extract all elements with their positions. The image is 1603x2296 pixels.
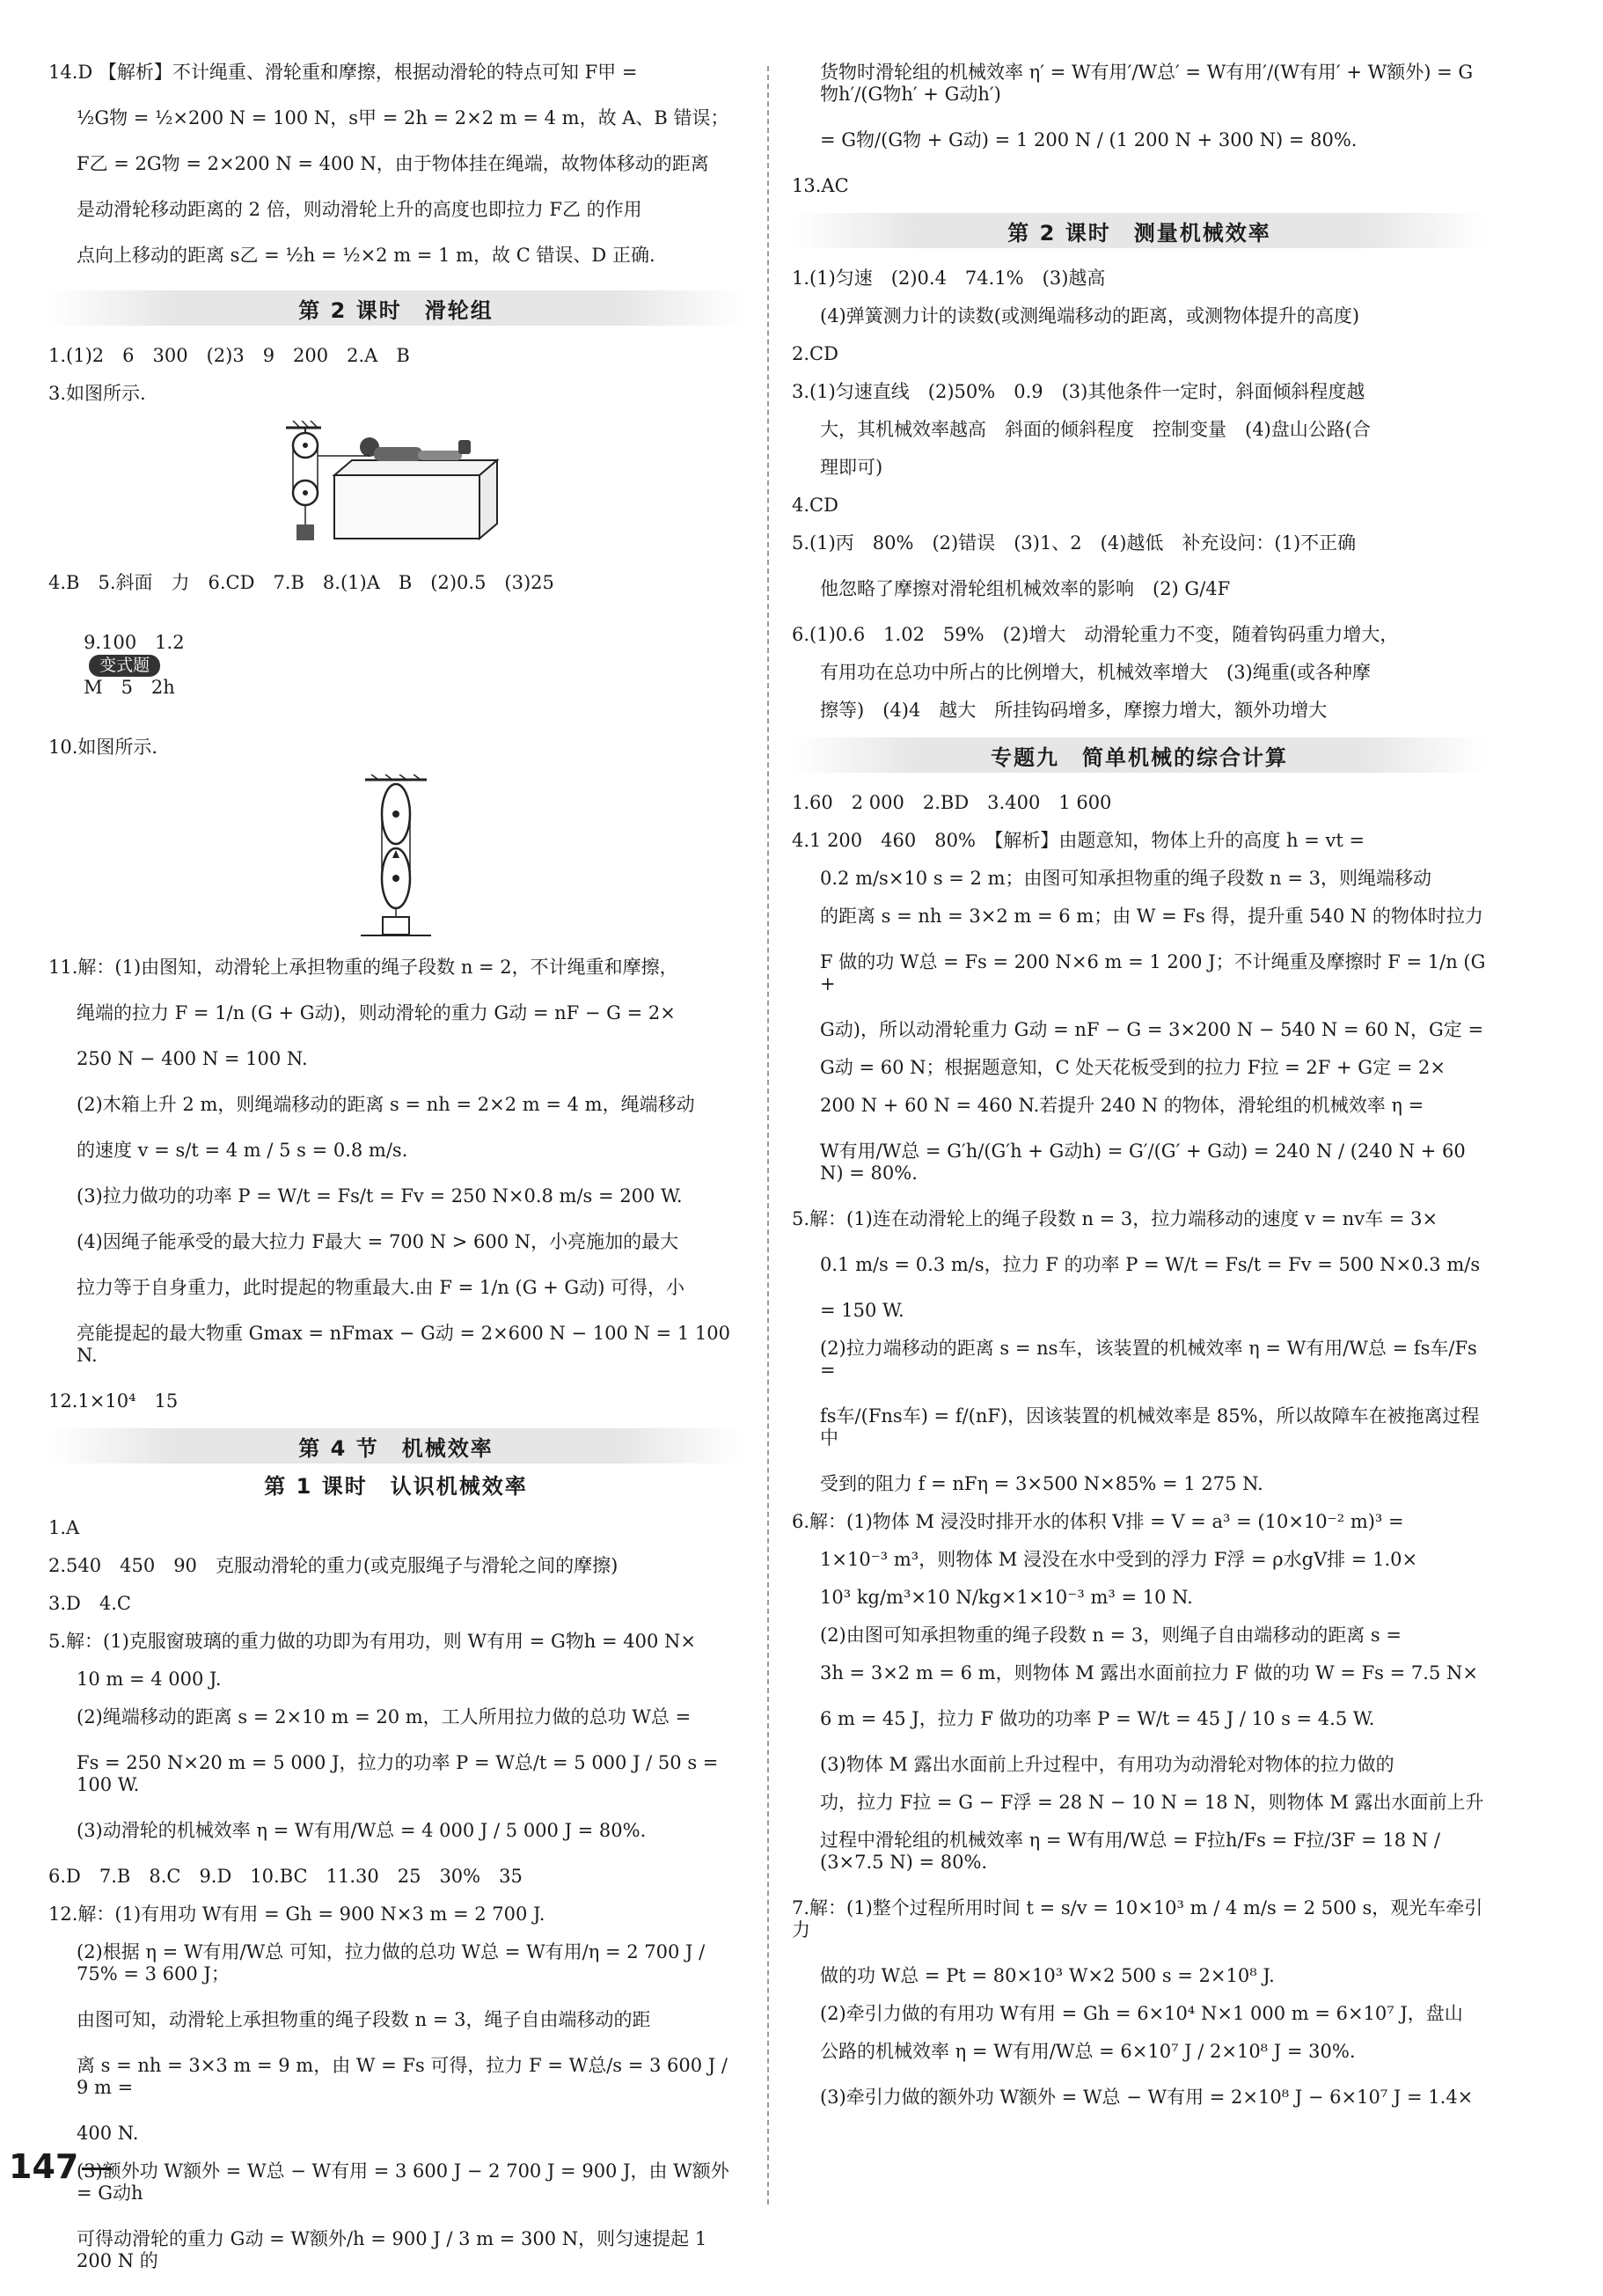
answer-u7-line-1: 7.解：(1)整个过程所用时间 t = s/v = 10×10³ m / 4 m/s = 2 500 s，观光车牵引力 — [792, 1897, 1483, 1940]
answer-r1: 1.A — [48, 1517, 80, 1538]
answer-r5-line-2: 10 m = 4 000 J. — [77, 1669, 222, 1690]
answer-u4-line-1: 4.1 200 460 80% 【解析】由题意知，物体上升的高度 h = vt = — [792, 830, 1365, 851]
answer-11-line-7: (4)因绳子能承受的最大拉力 F最大 = 700 N > 600 N，小亮施加的最大 — [77, 1231, 679, 1252]
answer-10: 10.如图所示. — [48, 737, 158, 758]
answer-r5-line-5: (3)动滑轮的机械效率 η = W有用/W总 = 4 000 J / 5 000 J = 80%. — [77, 1820, 647, 1841]
section-heading-pulley-block: 第 2 课时 滑轮组 — [48, 290, 743, 326]
answer-r12-line-5: 400 N. — [77, 2123, 139, 2144]
answer-s5-line-1: 5.(1)丙 80% (2)错误 (3)1、2 (4)越低 补充设问：(1)不正确 — [792, 532, 1357, 554]
pulley-figure-vertical — [48, 774, 743, 937]
answer-u4-line-3: 的距离 s = nh = 3×2 m = 6 m；由 W = Fs 得，提升重 540 N 的物体时拉力 — [820, 906, 1483, 927]
answer-u4-line-4: F 做的功 W总 = Fs = 200 N×6 m = 1 200 J；不计绳重及摩擦时 F = 1/n (G + — [820, 951, 1492, 994]
answer-11-line-9: 亮能提起的最大物重 Gmax = nFmax − G动 = 2×600 N − 100 N = 1 100 N. — [77, 1323, 736, 1366]
answer-s4: 4.CD — [792, 495, 838, 516]
answer-9 — [48, 610, 743, 721]
answer-r12-line-2: (2)根据 η = W有用/W总 可知，拉力做的总功 W总 = W有用/η = 2 700 J / 75% = 3 600 J； — [77, 1941, 711, 1984]
answer-u6-line-3: 10³ kg/m³×10 N/kg×1×10⁻³ m³ = 10 N. — [820, 1587, 1193, 1608]
pulley-diagram-1 — [286, 421, 506, 553]
answer-r5-line-1: 5.解：(1)克服窗玻璃的重力做的功即为有用功，则 W有用 = G物h = 400 N× — [48, 1631, 696, 1652]
answer-u1-3: 1.60 2 000 2.BD 3.400 1 600 — [792, 792, 1112, 813]
answer-r12-line-1: 12.解：(1)有用功 W有用 = Gh = 900 N×3 m = 2 700 J. — [48, 1904, 545, 1925]
answer-r12-line-4: 离 s = nh = 3×3 m = 9 m，由 W = Fs 可得，拉力 F = W总/s = 3 600 J / 9 m = — [77, 2055, 734, 2098]
answer-s6-line-3: 擦等) (4)4 越大 所挂钩码增多，摩擦力增大，额外功增大 — [820, 700, 1328, 721]
answer-u7-line-2: 做的功 W总 = Pt = 80×10³ W×2 500 s = 2×10⁸ J. — [820, 1965, 1275, 1986]
answer-9-variant-values: M 5 2h — [84, 677, 175, 698]
answer-12-cont-line-1: 货物时滑轮组的机械效率 η′ = W有用′/W总′ = W有用′/(W有用′ + W额外) = G物h′/(G物h′ + G动h′) — [820, 62, 1474, 105]
answer-u6-line-6: 6 m = 45 J，拉力 F 做功的功率 P = W/t = 45 J / 10 s = 4.5 W. — [820, 1708, 1375, 1729]
answer-u6-line-9: 过程中滑轮组的机械效率 η = W有用/W总 = F拉h/Fs = F拉/3F = 18 N / (3×7.5 N) = 80%. — [820, 1830, 1446, 1873]
answer-s5-line-2: 他忽略了摩擦对滑轮组机械效率的影响 (2) G/4F — [820, 578, 1231, 599]
answer-14-line-2: ½G物 = ½×200 N = 100 N，s甲 = 2h = 2×2 m = 4 m，故 A、B 错误； — [77, 107, 729, 128]
answer-r5-line-4: Fs = 250 N×20 m = 5 000 J，拉力的功率 P = W总/t = 5 000 J / 50 s = 100 W. — [77, 1752, 725, 1795]
answer-u4-line-2: 0.2 m/s×10 s = 2 m；由图可知承担物重的绳子段数 n = 3，则绳端移动 — [820, 868, 1432, 889]
answer-u4-line-8: W有用/W总 = G′h/(G′h + G动h) = G′/(G′ + G动) = 240 N / (240 N + 60 N) = 80%. — [820, 1141, 1472, 1184]
answer-u6-line-1: 6.解：(1)物体 M 浸没时排开水的体积 V排 = V = a³ = (10×10⁻² m)³ = — [792, 1511, 1404, 1532]
answer-11-line-5: 的速度 v = s/t = 4 m / 5 s = 0.8 m/s. — [77, 1140, 408, 1161]
section-heading-efficiency: 第 4 节 机械效率 — [48, 1428, 743, 1463]
answer-s6-line-2: 有用功在总功中所占的比例增大，机械效率增大 (3)绳重(或各种摩 — [820, 662, 1371, 683]
answer-u6-line-5: 3h = 3×2 m = 6 m，则物体 M 露出水面前拉力 F 做的功 W = Fs = 7.5 N× — [820, 1662, 1478, 1683]
answer-9-values: 9.100 1.2 — [84, 632, 185, 653]
answer-11-line-8: 拉力等于自身重力，此时提起的物重最大.由 F = 1/n (G + G动) 可得，小 — [77, 1277, 685, 1298]
answer-12: 12.1×10⁴ 15 — [48, 1390, 179, 1412]
answer-s1-line-1: 1.(1)匀速 (2)0.4 74.1% (3)越高 — [792, 268, 1106, 289]
answer-14-line-1: 14.D 【解析】不计绳重、滑轮重和摩擦，根据动滑轮的特点可知 F甲 = — [48, 62, 638, 83]
answer-u7-line-3: (2)牵引力做的有用功 W有用 = Gh = 6×10⁴ N×1 000 m = 6×10⁷ J，盘山 — [820, 2003, 1463, 2024]
answer-r6-11: 6.D 7.B 8.C 9.D 10.BC 11.30 25 30% 35 — [48, 1866, 523, 1887]
answer-1-2: 1.(1)2 6 300 (2)3 9 200 2.A B — [48, 345, 410, 366]
answer-s1-line-2: (4)弹簧测力计的读数(或测绳端移动的距离，或测物体提升的高度) — [820, 305, 1360, 326]
answer-14-line-4: 是动滑轮移动距离的 2 倍，则动滑轮上升的高度也即拉力 F乙 的作用 — [77, 199, 642, 220]
answer-s3-line-2: 大，其机械效率越高 斜面的倾斜程度 控制变量 (4)盘山公路(合 — [820, 419, 1371, 440]
answer-s3-line-1: 3.(1)匀速直线 (2)50% 0.9 (3)其他条件一定时，斜面倾斜程度越 — [792, 381, 1365, 402]
variant-question-badge: 变式题 — [89, 655, 160, 677]
answer-u5-line-2: 0.1 m/s = 0.3 m/s，拉力 F 的功率 P = W/t = Fs/t = Fv = 500 N×0.3 m/s — [820, 1254, 1481, 1275]
answer-u5-line-1: 5.解：(1)连在动滑轮上的绳子段数 n = 3，拉力端移动的速度 v = nv车 = 3× — [792, 1208, 1438, 1229]
answer-s3-line-3: 理即可) — [820, 457, 883, 478]
answer-12-cont-line-2: = G物/(G物 + G动) = 1 200 N / (1 200 N + 300 N) = 80%. — [820, 129, 1358, 150]
column-divider — [767, 66, 769, 2204]
answer-11-line-4: (2)木箱上升 2 m，则绳端移动的距离 s = nh = 2×2 m = 4 m，绳端移动 — [77, 1094, 695, 1115]
answer-14-line-5: 点向上移动的距离 s乙 = ½h = ½×2 m = 1 m，故 C 错误、D 正确. — [77, 245, 655, 266]
answer-u7-line-4: 公路的机械效率 η = W有用/W总 = 6×10⁷ J / 2×10⁸ J = 30%. — [820, 2041, 1356, 2062]
answer-r3-4: 3.D 4.C — [48, 1593, 131, 1614]
answer-u5-line-3: = 150 W. — [820, 1300, 904, 1321]
answer-u5-line-5: fs车/(Fns车) = f/(nF)，因该装置的机械效率是 85%，所以故障车在被拖离过程中 — [820, 1405, 1480, 1449]
answer-u6-line-7: (3)物体 M 露出水面前上升过程中，有用功为动滑轮对物体的拉力做的 — [820, 1754, 1394, 1775]
answer-u4-line-6: G动 = 60 N；根据题意知，C 处天花板受到的拉力 F拉 = 2F + G定 = 2× — [820, 1057, 1446, 1078]
answer-u5-line-6: 受到的阻力 f = nFη = 3×500 N×85% = 1 275 N. — [820, 1473, 1263, 1494]
left-column — [48, 62, 743, 2296]
answer-11-line-1: 11.解：(1)由图知，动滑轮上承担物重的绳子段数 n = 2，不计绳重和摩擦， — [48, 957, 678, 978]
answer-s6-line-1: 6.(1)0.6 1.02 59% (2)增大 动滑轮重力不变，随着钩码重力增大， — [792, 624, 1399, 645]
answer-u5-line-4: (2)拉力端移动的距离 s = ns车，该装置的机械效率 η = W有用/W总 = fs车/Fs = — [820, 1338, 1483, 1381]
answer-11-line-2: 绳端的拉力 F = 1/n (G + G动)，则动滑轮的重力 G动 = nF − G = 2× — [77, 1002, 676, 1023]
pulley-figure-person-on-block — [48, 421, 743, 553]
answer-u6-line-4: (2)由图可知承担物重的绳子段数 n = 3，则绳子自由端移动的距离 s = — [820, 1625, 1402, 1646]
pulley-diagram-2 — [352, 774, 440, 937]
answer-r12-line-7: 可得动滑轮的重力 G动 = W额外/h = 900 J / 3 m = 300 N，则匀速提起 1 200 N 的 — [77, 2228, 713, 2271]
page-number: 147 — [9, 2147, 112, 2186]
answer-u7-line-5: (3)牵引力做的额外功 W额外 = W总 − W有用 = 2×10⁸ J − 6×10⁷ J = 1.4× — [820, 2087, 1474, 2108]
answer-u6-line-2: 1×10⁻³ m³，则物体 M 浸没在水中受到的浮力 F浮 = ρ水gV排 = 1.0× — [820, 1549, 1418, 1570]
answer-r12-line-3: 由图可知，动滑轮上承担物重的绳子段数 n = 3，绳子自由端移动的距 — [77, 2009, 651, 2030]
answer-u6-line-8: 功，拉力 F拉 = G − F浮 = 28 N − 10 N = 18 N，则物体 M 露出水面前上升 — [820, 1792, 1484, 1813]
answer-11-line-3: 250 N − 400 N = 100 N. — [77, 1048, 308, 1069]
answer-u4-line-5: G动)，所以动滑轮重力 G动 = nF − G = 3×200 N − 540 N = 60 N，G定 = — [820, 1019, 1484, 1040]
answer-s2: 2.CD — [792, 343, 838, 364]
answer-14-line-3: F乙 = 2G物 = 2×200 N = 400 N，由于物体挂在绳端，故物体移动的距离 — [77, 153, 709, 174]
section-heading-measure-efficiency: 第 2 课时 测量机械效率 — [792, 213, 1487, 248]
answer-r5-line-3: (2)绳端移动的距离 s = 2×10 m = 20 m，工人所用拉力做的总功 W总 = — [77, 1706, 692, 1728]
answer-u4-line-7: 200 N + 60 N = 460 N.若提升 240 N 的物体，滑轮组的机械效率 η = — [820, 1095, 1424, 1116]
section-heading-topic-9: 专题九 简单机械的综合计算 — [792, 737, 1487, 773]
right-column — [792, 62, 1492, 2132]
answer-4-8: 4.B 5.斜面 力 6.CD 7.B 8.(1)A B (2)0.5 (3)25 — [48, 572, 554, 593]
answer-r12-line-6: (3)额外功 W额外 = W总 − W有用 = 3 600 J − 2 700 J = 900 J，由 W额外 = G动h — [77, 2160, 736, 2204]
answer-r2: 2.540 450 90 克服动滑轮的重力(或克服绳子与滑轮之间的摩擦) — [48, 1555, 619, 1576]
answer-11-line-6: (3)拉力做功的功率 P = W/t = Fs/t = Fv = 250 N×0.8 m/s = 200 W. — [77, 1185, 683, 1207]
answer-3: 3.如图所示. — [48, 383, 146, 404]
section-subheading-lesson-1: 第 1 课时 认识机械效率 — [264, 1474, 528, 1499]
answer-13: 13.AC — [792, 175, 849, 196]
